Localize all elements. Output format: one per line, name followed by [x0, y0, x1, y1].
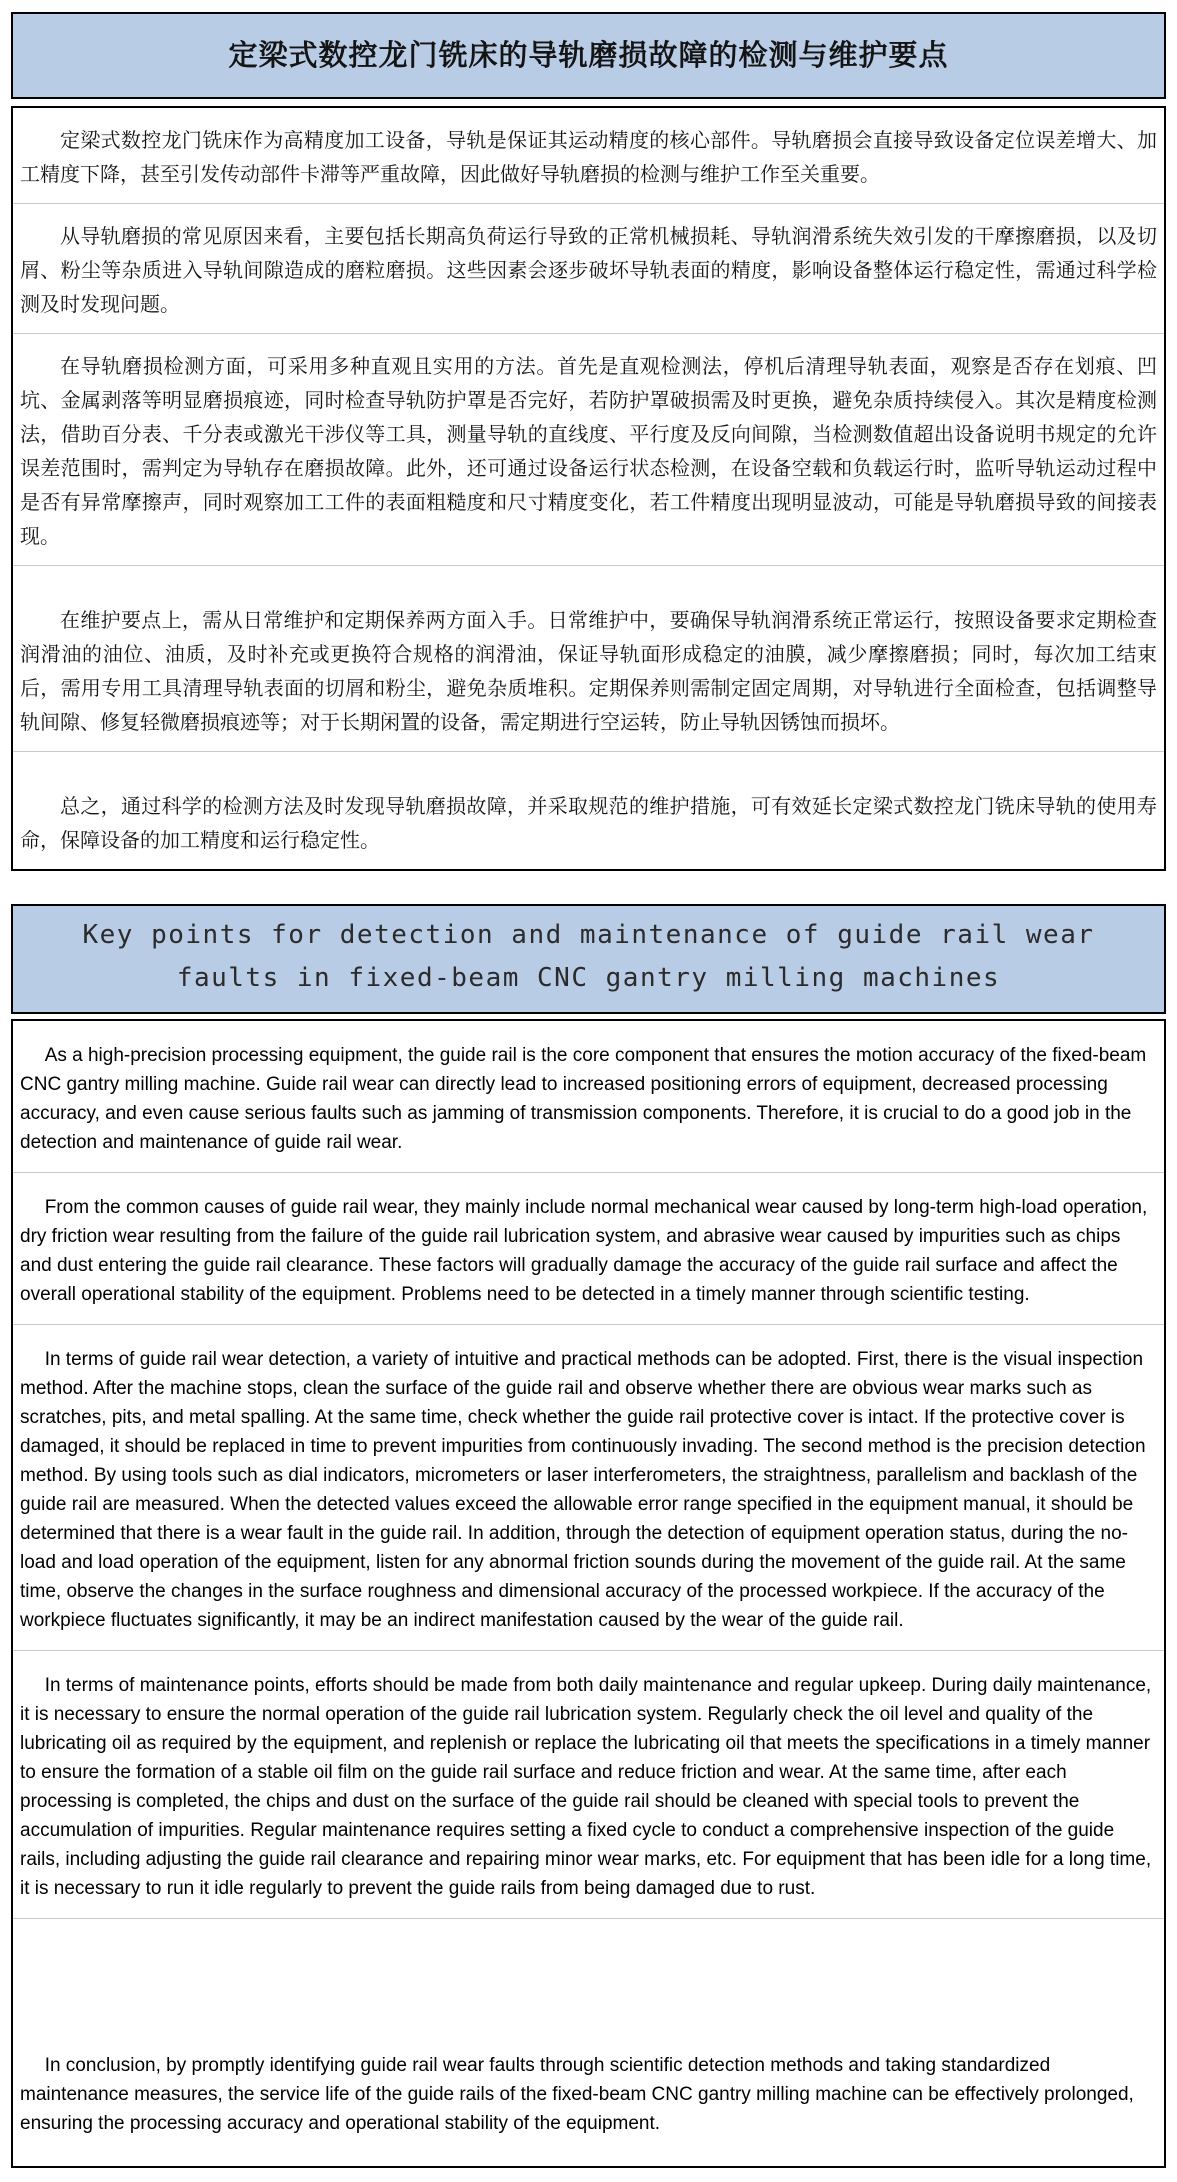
- chinese-paragraph-5: 总之，通过科学的检测方法及时发现导轨磨损故障，并采取规范的维护措施，可有效延长定梁式数控龙门铣床导轨的使用寿命，保障设备的加工精度和运行稳定性。: [20, 796, 1157, 852]
- chinese-paragraph-1: 定梁式数控龙门铣床作为高精度加工设备，导轨是保证其运动精度的核心部件。导轨磨损会直接导致设备定位误差增大、加工精度下降，甚至引发传动部件卡滞等严重故障，因此做好导轨磨损的检测与维护工作至关重要。: [13, 108, 1164, 204]
- english-paragraph-4: In terms of maintenance points, efforts should be made from both daily maintenance and regular upkeep. During daily maintenance, it is necessary to ensure the normal operation of the guide rail lubrication system. Regularly check the oil level and quality of the lubricating oil as required by the equipment, and replenish or replace the lubricating oil that meets the specifications in a timely manner to ensure the formation of a stable oil film on the guide rail surface and reduce friction and wear. At the same time, after each processing is completed, the chips and dust on the surface of the guide rail should be cleaned with special tools to prevent the accumulation of impurities. Regular maintenance requires setting a fixed cycle to conduct a comprehensive inspection of the guide rails, including adjusting the guide rail clearance and repairing minor wear marks, etc. For equipment that has been idle for a long time, it is necessary to run it idle regularly to prevent the guide rails from being damaged due to rust.: [13, 1651, 1164, 1919]
- chinese-paragraph-4: 在维护要点上，需从日常维护和定期保养两方面入手。日常维护中，要确保导轨润滑系统正常运行，按照设备要求定期检查润滑油的油位、油质，及时补充或更换符合规格的润滑油，保证导轨面形成稳定的油膜，减少摩擦磨损；同时，每次加工结束后，需用专用工具清理导轨表面的切屑和粉尘，避免杂质堆积。定期保养则需制定固定周期，对导轨进行全面检查，包括调整导轨间隙、修复轻微磨损痕迹等；对于长期闲置的设备，需定期进行空运转，防止导轨因锈蚀而损坏。: [13, 566, 1164, 752]
- english-paragraph-2: From the common causes of guide rail wear, they mainly include normal mechanical wear caused by long-term high-load operation, dry friction wear resulting from the failure of the guide rail lubrication system, and abrasive wear caused by impurities such as chips and dust entering the guide rail clearance. These factors will gradually damage the accuracy of the guide rail surface and affect the overall operational stability of the equipment. Problems need to be detected in a timely manner through scientific testing.: [13, 1173, 1164, 1325]
- english-paragraph-3: In terms of guide rail wear detection, a variety of intuitive and practical methods can be adopted. First, there is the visual inspection method. After the machine stops, clean the surface of the guide rail and observe whether there are obvious wear marks such as scratches, pits, and metal spalling. At the same time, check whether the guide rail protective cover is intact. If the protective cover is damaged, it should be replaced in time to prevent impurities from continuously invading. The second method is the precision detection method. By using tools such as dial indicators, micrometers or laser interferometers, the straightness, parallelism and backlash of the guide rail are measured. When the detected values exceed the allowable error range specified in the equipment manual, it should be determined that there is a wear fault in the guide rail. In addition, through the detection of equipment operation status, during the no-load and load operation of the equipment, listen for any abnormal friction sounds during the movement of the guide rail. At the same time, observe the changes in the surface roughness and dimensional accuracy of the processed workpiece. If the accuracy of the workpiece fluctuates significantly, it may be an indirect manifestation caused by the wear of the guide rail.: [13, 1325, 1164, 1651]
- chinese-title-banner: [11, 12, 1166, 99]
- chinese-paragraph-3: 在导轨磨损检测方面，可采用多种直观且实用的方法。首先是直观检测法，停机后清理导轨表面，观察是否存在划痕、凹坑、金属剥落等明显磨损痕迹，同时检查导轨防护罩是否完好，若防护罩破损需及时更换，避免杂质持续侵入。其次是精度检测法，借助百分表、千分表或激光干涉仪等工具，测量导轨的直线度、平行度及反向间隙，当检测数值超出设备说明书规定的允许误差范围时，需判定为导轨存在磨损故障。此外，还可通过设备运行状态检测，在设备空载和负载运行时，监听导轨运动过程中是否有异常摩擦声，同时观察加工工件的表面粗糙度和尺寸精度变化，若工件精度出现明显波动，可能是导轨磨损导致的间接表现。: [13, 334, 1164, 566]
- english-paragraph-1: As a high-precision processing equipment, the guide rail is the core component that ensures the motion accuracy of the fixed-beam CNC gantry milling machine. Guide rail wear can directly lead to increased positioning errors of equipment, decreased processing accuracy, and even cause serious faults such as jamming of transmission components. Therefore, it is crucial to do a good job in the detection and maintenance of guide rail wear.: [13, 1021, 1164, 1173]
- chinese-paragraph-2: 从导轨磨损的常见原因来看，主要包括长期高负荷运行导致的正常机械损耗、导轨润滑系统失效引发的干摩擦磨损，以及切屑、粉尘等杂质进入导轨间隙造成的磨粒磨损。这些因素会逐步破坏导轨表面的精度，影响设备整体运行稳定性，需通过科学检测及时发现问题。: [13, 204, 1164, 334]
- chinese-content-section: [11, 106, 1166, 871]
- english-title: Key points for detection and maintenance of guide rail wear faults in fixed-beam CNC gantry milling machines: [82, 920, 1095, 993]
- english-paragraph-5: In conclusion, by promptly identifying guide rail wear faults through scientific detection methods and taking standardized maintenance measures, the service life of the guide rails of the fixed-beam CNC gantry milling machine can be effectively prolonged, ensuring the processing accuracy and operational stability of the equipment.: [20, 2055, 1134, 2134]
- chinese-title: 定梁式数控龙门铣床的导轨磨损故障的检测与维护要点: [228, 40, 949, 72]
- english-title-banner: [11, 904, 1166, 1014]
- english-content-section: [11, 1019, 1166, 2168]
